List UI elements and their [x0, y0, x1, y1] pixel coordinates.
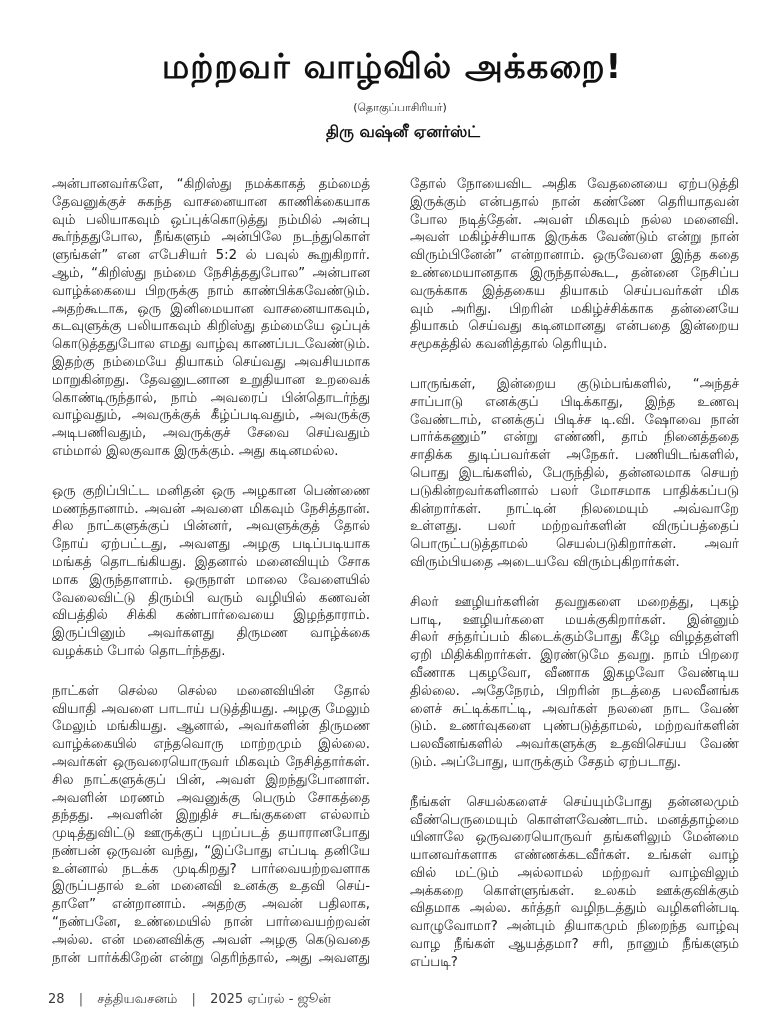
text-line: டும். உணர்வுகளை புண்படுத்தாமல், மற்றவர்களின் [410, 719, 739, 735]
text-line: உள்ளது. பலர் மற்றவர்களின் விருப்பத்தைப் [410, 519, 739, 535]
text-line: வாழ்க்கையை பிறருக்கு நாம் காண்பிக்கவேண்டும். [52, 283, 370, 299]
text-line: நீங்கள் செயல்களைச் செய்யும்போது தன்னலமும் [410, 794, 739, 810]
text-line: மேலும் மங்கியது. ஆனால், அவர்களின் திருமண [52, 719, 370, 735]
text-line: வழக்கம் போல் தொடர்ந்தது. [52, 643, 226, 659]
page-footer [48, 990, 331, 1010]
text-line: டும். அப்போது, யாருக்கும் சேதம் ஏற்படாது. [410, 754, 682, 770]
text-line: விதமாக அல்ல. கர்த்தர் வழிநடத்தும் வழிகளின்படி [410, 901, 739, 917]
text-line: வும் அரிது. பிறரின் மகிழ்ச்சிக்காக தன்னையே [410, 301, 739, 317]
text-line: போல நடித்தேன். அவள் மிகவும் நல்ல மனைவி. [410, 212, 739, 228]
text-line: சில நாட்களுக்குப் பின், அவள் இறந்துபோனாள். [52, 772, 370, 788]
text-line: விபத்தில் சிக்கி கண்பார்வையை இழந்தாராம். [52, 608, 370, 624]
text-line: வேண்டாம், எனக்குப் பிடிச்ச டி.வி. ஷோவை நான் [410, 412, 739, 428]
footer-separator: | [191, 992, 196, 1007]
text-line: அக்கறை கொள்ளுங்கள். உலகம் ஊக்குவிக்கும் [410, 883, 739, 899]
text-line: விரும்பியதை அடையவே விரும்புகிறார்கள். [410, 554, 680, 570]
author-name: திரு வஷ்னீ ஏனர்ஸ்ட் [325, 122, 481, 141]
issue-date: 2025 ஏப்ரல் - ஜூன் [210, 992, 331, 1007]
text-line: சில நாட்களுக்குப் பின்னர், அவளுக்குத் தோல் [52, 519, 370, 535]
text-line: எப்படி? [410, 954, 458, 970]
text-line: அடிபணிவதும், அவருக்குச் சேவை செய்வதும் [52, 426, 370, 442]
text-line: மணந்தானாம். அவன் அவளை மிகவும் நேசித்தான். [52, 501, 370, 517]
text-line: பாடி, ஊழியர்களை மயக்குகிறார்கள். இன்னும் [410, 612, 739, 628]
text-line: இதற்கு நம்மையே தியாகம் செய்வது அவசியமாக [52, 354, 370, 370]
text-line: ளுங்கள்” என எபேசியர் 5:2 ல் பவுல் கூறுகிறார். [52, 248, 370, 264]
text-line: நான் பார்க்கிறேன் என்று தெரிந்தால், அது அவளது [52, 950, 370, 966]
text-line: பலவீனங்களில் அவர்களுக்கு உதவிசெய்ய வேண் [410, 737, 739, 753]
text-line: முடித்துவிட்டு ஊருக்குப் புறப்படத் தயாரானபோது [52, 826, 370, 842]
text-line: ஏறி மிதிக்கிறார்கள். இரண்டுமே தவறு. நாம் பிறரை [410, 648, 739, 664]
right-column [410, 176, 741, 972]
text-line: இருக்கும் என்பதால் நான் கண்ணே தெரியாதவன் [410, 194, 739, 210]
paragraph [52, 176, 372, 461]
text-line: பாருங்கள், இன்றைய குடும்பங்களில், “அந்தச் [410, 376, 739, 392]
text-line: ஆம், “கிறிஸ்து நம்மை நேசித்ததுபோல” அன்பான [52, 265, 370, 281]
text-line: உன்னால் நடக்க முடிகிறது? பார்வையற்றவளாக [52, 861, 370, 877]
text-line: பொது இடங்களில், பேருந்தில், தன்னலமாக செயற் [410, 465, 739, 481]
magazine-name: சத்தியவசனம் [97, 992, 178, 1007]
text-line: தோல் நோயைவிட அதிக வேதனையை ஏற்படுத்தி [410, 177, 739, 192]
text-line: தந்தது. அவளின் இறுதிச் சடங்குகளை எல்லாம் [52, 808, 370, 824]
text-line: வாழ்க்கையில் எந்தவொரு மாற்றமும் இல்லை. [52, 737, 370, 753]
text-line: வாழ நீங்கள் ஆயத்தமா? சரி, நானும் நீங்களும் [410, 937, 739, 953]
text-line: யானவர்களாக எண்ணக்கடவீர்கள். உங்கள் வாழ் [410, 848, 739, 864]
text-line: மாறுகின்றது. தேவனுடனான உறுதியான உறவைக் [52, 372, 370, 388]
text-line: ஒரு குறிப்பிட்ட மனிதன் ஒரு அழகான பெண்ணை [52, 483, 370, 499]
footer-separator: | [78, 992, 84, 1007]
text-line: அவள் மகிழ்ச்சியாக இருக்க வேண்டும் என்று நான் [410, 230, 739, 246]
text-line: வேலைவிட்டு திரும்பி வரும் வழியில் கணவன் [52, 590, 370, 606]
text-line: தில்லை. அதேநேரம், பிறரின் நடத்தை பலவீனங்க [410, 683, 739, 699]
paragraph [52, 483, 372, 661]
page-number: 28 [48, 992, 65, 1007]
text-line: வில் மட்டும் அல்லாமல் மற்றவர் வாழ்விலும் [410, 865, 739, 881]
text-line: அவர்கள் ஒருவரையொருவர் மிகவும் நேசித்தார்கள். [52, 754, 370, 770]
text-line: படுகின்றவர்களினால் பலர் மோசமாக பாதிக்கப்படு [410, 483, 739, 499]
text-line: அவளின் மரணம் அவனுக்கு பெரும் சோகத்தை [52, 790, 370, 806]
left-column [52, 176, 372, 967]
text-line: ளைச் சுட்டிக்காட்டி, அவர்கள் நலனை நாட வேண் [410, 701, 739, 717]
text-line: வியாதி அவளை பாடாய் படுத்தியது. அழகு மேலும் [52, 701, 370, 717]
text-line: நண்பன் ஒருவன் வந்து, “இப்போது எப்படி தனியே [52, 843, 370, 859]
text-line: உண்மையானதாக இருந்தால்கூட, தன்னை நேசிப்ப [410, 265, 739, 281]
paragraph [410, 594, 741, 772]
text-line: இருப்பதால் உன் மனைவி உனக்கு உதவி செய்- [52, 879, 370, 895]
paragraph [52, 683, 372, 968]
paragraph [410, 794, 741, 972]
text-line: சிலர் சந்தர்ப்பம் கிடைக்கும்போது கீழே விழத்தள்ளி [410, 630, 739, 646]
text-line: தேவனுக்குச் சுகந்த வாசனையான காணிக்கையாக [52, 194, 370, 210]
text-line: சாதிக்க துடிப்பவர்கள் அநேகர். பணியிடங்களில், [410, 448, 739, 464]
text-line: வாழுவோமா? அன்பும் தியாகமும் நிறைந்த வாழ்வு [410, 919, 739, 935]
text-line: நோய் ஏற்பட்டது, அவளது அழகு படிப்படியாக [52, 537, 370, 553]
text-line: கொண்டிருந்தால், நாம் அவரைப் பின்தொடர்ந்து [52, 390, 370, 406]
text-line: பார்க்கணும்” என்று எண்ணி, தாம் நினைத்ததை [410, 430, 739, 446]
paragraph [410, 176, 741, 354]
text-line: வீணாக புகழவோ, வீணாக இகழவோ வேண்டிய [410, 665, 739, 681]
paragraph [410, 376, 741, 572]
text-line: இருப்பினும் அவர்களது திருமண வாழ்க்கை [52, 626, 370, 642]
text-line: அதற்கூடாக, ஒரு இனிமையான வாசனையாகவும், [52, 301, 370, 317]
text-line: தாளே” என்றானாம். அதற்கு அவன் பதிலாக, [52, 897, 370, 913]
text-line: சாப்பாடு எனக்குப் பிடிக்காது, இந்த உணவு [410, 394, 739, 410]
text-line: சமூகத்தில் கவனித்தால் தெரியும். [410, 337, 608, 353]
text-line: கின்றார்கள். நாட்டின் நிலமையும் அவ்வாறே [410, 501, 739, 517]
text-line: நாட்கள் செல்ல செல்ல மனைவியின் தோல் [52, 683, 370, 699]
text-line: அன்பானவர்களே, “கிறிஸ்து நமக்காகத் தம்மைத் [52, 177, 370, 192]
text-line: சிலர் ஊழியர்களின் தவறுகளை மறைத்து, புகழ் [410, 594, 739, 610]
text-line: கடவுளுக்கு பலியாகவும் கிறிஸ்து தம்மையே ஒப்புக் [52, 319, 370, 335]
text-line: வருக்காக இத்தகைய தியாகம் செய்பவர்கள் மிக [410, 283, 739, 299]
text-line: அல்ல. என் மனைவிக்கு அவள் அழகு கெடுவதை [52, 932, 370, 948]
text-line: வும் பலியாகவும் ஒப்புக்கொடுத்து நம்மில் அன்பு [52, 212, 370, 228]
article-title: மற்றவர் வாழ்வில் அக்கறை! [161, 47, 623, 87]
text-line: மங்கத் தொடங்கியது. இதனால் மனைவியும் சோக [52, 554, 370, 570]
text-line: யினாலே ஒருவரையொருவர் தங்களிலும் மேன்மை [410, 830, 739, 846]
text-line: வாழ்வதும், அவருக்குக் கீழ்ப்படிவதும், அவருக்கு [52, 408, 370, 424]
text-line: எம்மால் இலகுவாக இருக்கும். அது கடினமல்ல. [52, 443, 339, 459]
author-role: (தொகுப்பாசிரியர்) [353, 101, 447, 114]
text-line: மாக இருந்தாளாம். ஒருநாள் மாலை வேளையில் [52, 572, 370, 588]
text-line: வீண்பெருமையும் கொள்ளவேண்டாம். மனத்தாழ்மை [410, 812, 739, 828]
text-line: தியாகம் செய்வது கடினமானது என்பதை இன்றைய [410, 319, 739, 335]
text-line: விரும்பினேன்” என்றானாம். ஒருவேளை இந்த கதை [410, 248, 739, 264]
text-line: “நண்பனே, உண்மையில் நான் பார்வையற்றவன் [52, 915, 370, 931]
text-line: கூர்ந்ததுபோல, நீங்களும் அன்பிலே நடந்துகொள் [52, 230, 370, 246]
text-line: பொருட்படுத்தாமல் செயல்படுகிறார்கள். அவர் [410, 537, 739, 553]
text-line: கொடுத்ததுபோல எமது வாழ்வு காணப்படவேண்டும். [52, 337, 371, 353]
